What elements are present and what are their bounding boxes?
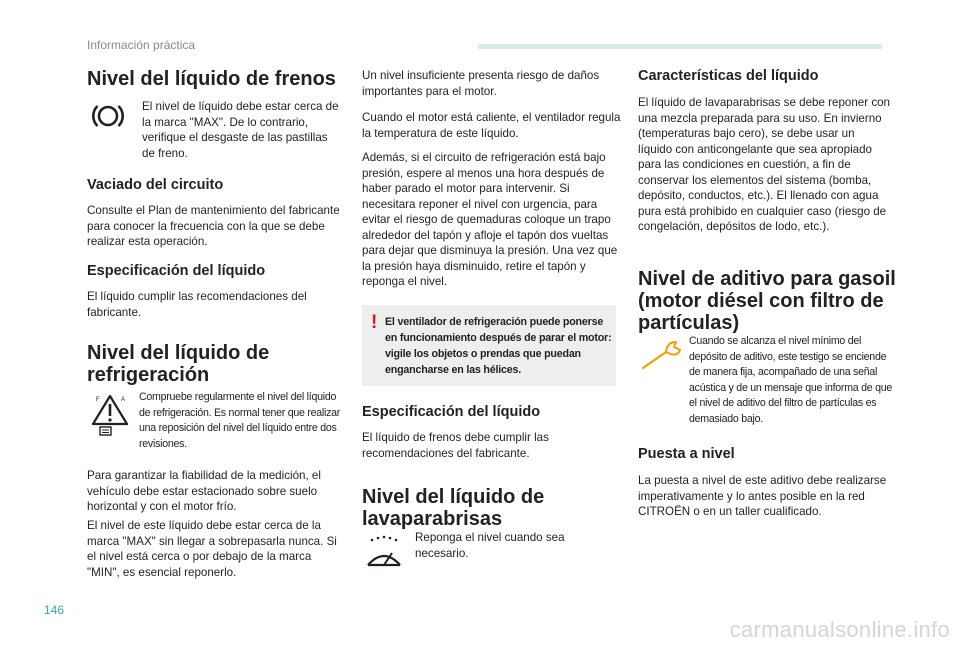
svg-text:F: F xyxy=(96,397,100,403)
additive-title-line3: partículas) xyxy=(638,312,740,334)
refill-heading: Puesta a nivel xyxy=(638,446,735,462)
washer-title-line1: Nivel del líquido de xyxy=(362,486,545,508)
refill-text: La puesta a nivel de este aditivo debe realizarse imperativamente y lo antes posible en la red CITROËN o en un taller cualificado. xyxy=(638,474,887,518)
coolant-text-1: Para garantizar la fiabilidad de la medición, el vehículo debe estar estacionado sobre suelo horizontal y con el motor frío. xyxy=(87,469,321,513)
brake-fluid-text: El nivel de líquido debe estar cerca de la marca "MAX". De lo contrario, verifique el desgaste de las pastillas de freno. xyxy=(142,100,339,160)
coolant-title-line1: Nivel del líquido de xyxy=(87,342,270,364)
header-bar xyxy=(478,44,882,49)
additive-text: Cuando se alcanza el nivel mínimo del depósito de aditivo, este testigo se enciende de manera fija, acompañado de una señal acústica y de un mensaje que informa de que el nivel de aditivo del filtro de partículas es demasiado bajo. xyxy=(689,335,893,425)
warning-box xyxy=(362,305,616,386)
col2-spec-heading: Especificación del líquido xyxy=(362,404,541,420)
brake-spec-heading: Especificación del líquido xyxy=(87,263,266,279)
drain-circuit-text: Consulte el Plan de mantenimiento del fabricante para conocer la frecuencia con la que se debe realizar esta operación. xyxy=(87,204,340,248)
additive-title-line1: Nivel de aditivo para gasoil xyxy=(638,268,896,290)
coolant-text-2: El nivel de este líquido debe estar cerca de la marca "MAX" sin llegar a sobrepasarla nunca. Si el nivel está cerca o por debajo de la marca "MIN", es esencial reponerlo. xyxy=(87,519,337,579)
running-header: Información práctica xyxy=(87,38,196,52)
svg-text:A: A xyxy=(121,397,126,403)
fluid-characteristics-heading: Características del líquido xyxy=(638,68,819,84)
washer-title-line2: lavaparabrisas xyxy=(362,508,503,530)
page-number: 146 xyxy=(44,603,65,617)
brake-spec-text: El líquido cumplir las recomendaciones del fabricante. xyxy=(87,290,307,319)
additive-title-line2: (motor diésel con filtro de xyxy=(638,290,884,312)
coolant-icon-text: Compruebe regularmente el nivel del líquido de refrigeración. Es normal tener que realizar una reposición del nivel del líquido entre dos revisiones. xyxy=(139,391,341,450)
col2-text-3: Además, si el circuito de refrigeración está bajo presión, espere al menos una hora después de haber parado el motor para intervenir. Si necesitara reponer el nivel con urgencia, para evitar el riesgo de quemaduras coloque un trapo alrededor del tapón y afloje el tapón dos vueltas para dejar que disminuya la presión. Una vez que la presión haya disminuido, retire el tapón y reponga el nivel. xyxy=(362,151,618,288)
watermark: carmanualsonline.info xyxy=(729,617,950,642)
coolant-title xyxy=(87,342,357,386)
fluid-characteristics-text: El líquido de lavaparabrisas se debe reponer con una mezcla preparada para su uso. En invierno (temperaturas bajo cero), se debe usar un líquido con anticongelante que sea apropiado para las condiciones en cuestión, a fin de conservar los elementos del sistema (bomba, depósito, conductos, etc.). El llenado con agua pura está prohibido en cualquier caso (riesgo de congelación, depósitos de lodo, etc.). xyxy=(638,96,891,233)
washer-title xyxy=(362,486,622,530)
washer-text: Reponga el nivel cuando sea necesario. xyxy=(415,531,565,560)
coolant-warning-icon xyxy=(90,393,130,437)
col2-text-1: Un nivel insuficiente presenta riesgo de daños importantes para el motor. xyxy=(362,69,600,98)
warning-exclamation-icon: ! xyxy=(371,312,378,333)
additive-warning-icon xyxy=(640,338,684,372)
additive-title xyxy=(638,268,938,334)
brake-fluid-title: Nivel del líquido de frenos xyxy=(87,68,336,90)
drain-circuit-heading: Vaciado del circuito xyxy=(87,177,224,193)
col2-spec-text: El líquido de frenos debe cumplir las recomendaciones del fabricante. xyxy=(362,431,549,460)
warning-text: El ventilador de refrigeración puede ponerse en funcionamiento después de parar el motor: vigile los objetos o prendas que puedan engancharse en las hélices. xyxy=(385,316,612,376)
brake-warning-icon xyxy=(90,100,126,132)
coolant-title-line2: refrigeración xyxy=(87,364,210,386)
washer-warning-icon xyxy=(364,535,404,571)
col2-text-2: Cuando el motor está caliente, el ventilador regula la temperatura de este líquido. xyxy=(362,111,621,140)
